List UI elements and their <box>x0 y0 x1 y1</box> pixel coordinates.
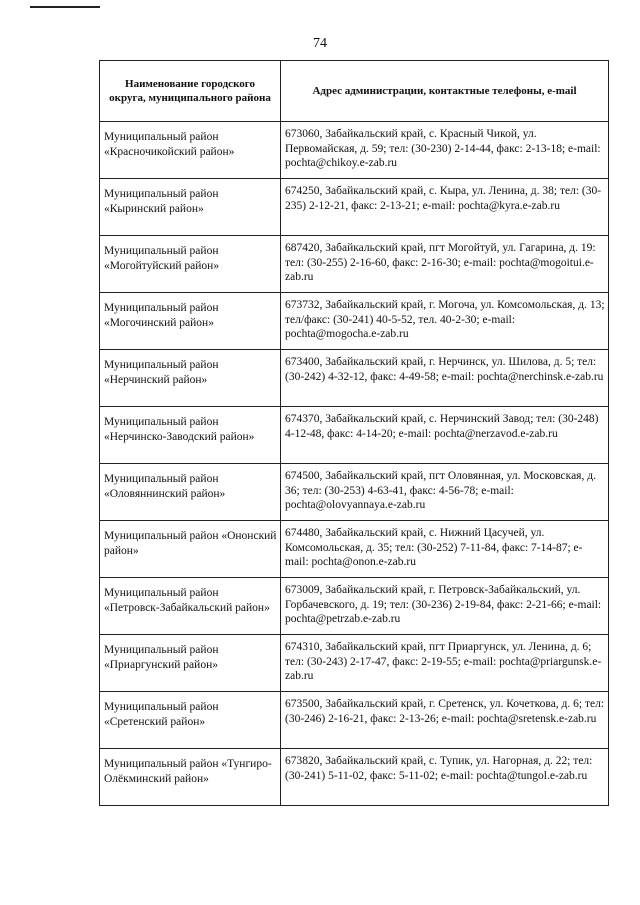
address-cell: 673009, Забайкальский край, г. Петровск-Забайкальский, ул. Горбачевского, д. 19; тел: (30-236) 2-19-84, факс: 2-21-66; e-mail: pochta@petrzab.e-zab.ru <box>281 578 609 635</box>
table-row <box>100 578 609 635</box>
district-name-cell: Муниципальный район «Сретенский район» <box>100 692 281 749</box>
address-cell: 673500, Забайкальский край, г. Сретенск, ул. Кочеткова, д. 6; тел: (30-246) 2-16-21, факс: 2-13-26; e-mail: pochta@sretensk.e-zab.ru <box>281 692 609 749</box>
district-name-cell: Муниципальный район «Могойтуйский район» <box>100 236 281 293</box>
district-name-cell: Муниципальный район «Оловяннинский район» <box>100 464 281 521</box>
address-cell: 674250, Забайкальский край, с. Кыра, ул. Ленина, д. 38; тел: (30-235) 2-12-21, факс: 2-13-21; e-mail: pochta@kyra.e-zab.ru <box>281 179 609 236</box>
district-name-cell: Муниципальный район «Приаргунский район» <box>100 635 281 692</box>
table-row <box>100 293 609 350</box>
header-district-name: Наименование городского округа, муниципального района <box>100 61 281 122</box>
admin-contacts-table <box>99 60 609 806</box>
table-row <box>100 749 609 806</box>
district-name-cell: Муниципальный район «Нерчинский район» <box>100 350 281 407</box>
address-cell: 674310, Забайкальский край, пгт Приаргунск, ул. Ленина, д. 6; тел: (30-243) 2-17-47, факс: 2-19-55; e-mail: pochta@priargunsk.e-zab.ru <box>281 635 609 692</box>
table-row <box>100 179 609 236</box>
table-header-row <box>100 61 609 122</box>
address-cell: 673820, Забайкальский край, с. Тупик, ул. Нагорная, д. 22; тел: (30-241) 5-11-02, факс: 5-11-02; e-mail: pochta@tungol.e-zab.ru <box>281 749 609 806</box>
district-name-cell: Муниципальный район «Тунгиро-Олёкминский район» <box>100 749 281 806</box>
district-name-cell: Муниципальный район «Красночикойский район» <box>100 122 281 179</box>
district-name-cell: Муниципальный район «Петровск-Забайкальский район» <box>100 578 281 635</box>
district-name-cell: Муниципальный район «Ононский район» <box>100 521 281 578</box>
page-number: 74 <box>313 36 327 51</box>
top-rule-line <box>30 6 100 8</box>
table-row <box>100 407 609 464</box>
table-row <box>100 464 609 521</box>
address-cell: 674500, Забайкальский край, пгт Оловянная, ул. Московская, д. 36; тел: (30-253) 4-63-41, факс: 4-56-78; e-mail: pochta@olovyannaya.e-zab.ru <box>281 464 609 521</box>
table-row <box>100 692 609 749</box>
table-row <box>100 122 609 179</box>
address-cell: 674480, Забайкальский край, с. Нижний Цасучей, ул. Комсомольская, д. 35; тел: (30-252) 7-11-84, факс: 7-14-87; e-mail: pochta@onon.e-zab.ru <box>281 521 609 578</box>
district-name-cell: Муниципальный район «Нерчинско-Заводский район» <box>100 407 281 464</box>
header-address-contacts: Адрес администрации, контактные телефоны, e-mail <box>281 61 609 122</box>
address-cell: 673060, Забайкальский край, с. Красный Чикой, ул. Первомайская, д. 59; тел: (30-230) 2-14-44, факс: 2-13-18; e-mail: pochta@chikoy.e-zab.ru <box>281 122 609 179</box>
address-cell: 674370, Забайкальский край, с. Нерчинский Завод; тел: (30-248) 4-12-48, факс: 4-14-20; e-mail: pochta@nerzavod.e-zab.ru <box>281 407 609 464</box>
district-name-cell: Муниципальный район «Могочинский район» <box>100 293 281 350</box>
table-row <box>100 521 609 578</box>
address-cell: 687420, Забайкальский край, пгт Могойтуй, ул. Гагарина, д. 19: тел: (30-255) 2-16-60, факс: 2-16-30; e-mail: pochta@mogoitui.e-zab.ru <box>281 236 609 293</box>
table-row <box>100 350 609 407</box>
address-cell: 673400, Забайкальский край, г. Нерчинск, ул. Шилова, д. 5; тел: (30-242) 4-32-12, факс: 4-49-58; e-mail: pochta@nerchinsk.e-zab.ru <box>281 350 609 407</box>
table-row <box>100 635 609 692</box>
table-row <box>100 236 609 293</box>
district-name-cell: Муниципальный район «Кыринский район» <box>100 179 281 236</box>
address-cell: 673732, Забайкальский край, г. Могоча, ул. Комсомольская, д. 13; тел/факс: (30-241) 40-5-52, тел. 40-2-30; e-mail: pochta@mogocha.e-zab.ru <box>281 293 609 350</box>
